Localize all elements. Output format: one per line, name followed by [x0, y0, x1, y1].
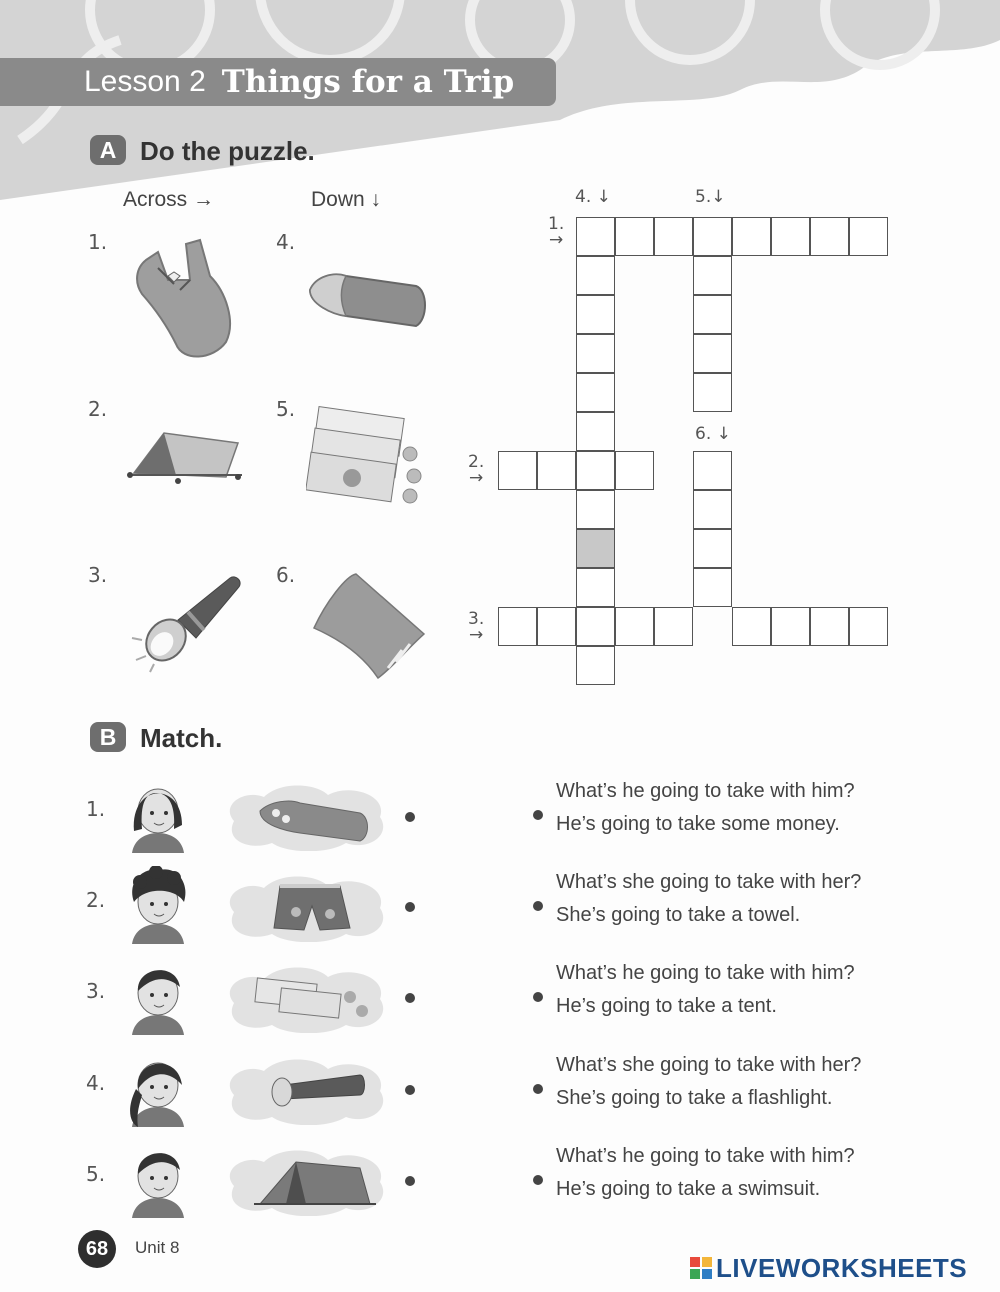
flashlight-icon: [220, 1055, 390, 1125]
clue-5-down-label: 5.↓: [695, 187, 726, 207]
across-num-2: 2.: [88, 397, 108, 421]
crossword-cell[interactable]: [576, 568, 615, 607]
crossword-cell[interactable]: [576, 451, 615, 490]
clue-2-across-number: 2.: [468, 452, 485, 472]
match-number: 2.: [86, 888, 106, 912]
match-dot-right[interactable]: [533, 1084, 543, 1094]
clue-2-across-label: [468, 454, 484, 486]
liveworksheets-brand: [690, 1254, 967, 1282]
down-header: Down ↓: [311, 188, 382, 211]
crossword-cell[interactable]: [576, 256, 615, 295]
match-dot-left[interactable]: [405, 812, 415, 822]
crossword-cell[interactable]: [576, 334, 615, 373]
lesson-title-bar: [0, 58, 556, 106]
across-num-3: 3.: [88, 563, 108, 587]
crossword-cell[interactable]: [576, 490, 615, 529]
match-number: 5.: [86, 1162, 106, 1186]
answer-response: He’s going to take some money.: [556, 813, 840, 835]
clue-6-down-label: 6. ↓: [695, 424, 731, 444]
section-a-title: Do the puzzle.: [140, 136, 315, 166]
crossword-cell[interactable]: [693, 373, 732, 412]
liveworksheets-logo-icon: [690, 1257, 712, 1279]
crossword-cell[interactable]: [654, 217, 693, 256]
match-dot-right[interactable]: [533, 810, 543, 820]
match-number: 1.: [86, 797, 106, 821]
crossword-cell[interactable]: [576, 646, 615, 685]
crossword-cell[interactable]: [732, 607, 771, 646]
crossword-cell[interactable]: [771, 607, 810, 646]
match-dot-left[interactable]: [405, 1176, 415, 1186]
match-row: [0, 1140, 1000, 1230]
answer-response: He’s going to take a swimsuit.: [556, 1178, 821, 1200]
tent-icon: [220, 1146, 390, 1216]
tent-icon: [126, 425, 244, 489]
match-answer: [556, 957, 855, 1023]
match-dot-right[interactable]: [533, 1175, 543, 1185]
crossword-cell[interactable]: [576, 607, 615, 646]
match-answer: [556, 775, 855, 841]
swimsuit-icon: [128, 232, 243, 364]
page-number: 68: [78, 1230, 116, 1268]
match-number: 3.: [86, 979, 106, 1003]
match-answer: [556, 866, 861, 932]
match-number: 4.: [86, 1071, 106, 1095]
match-row: [0, 866, 1000, 956]
crossword-cell[interactable]: [537, 451, 576, 490]
money-icon: [220, 963, 390, 1033]
crossword-cell[interactable]: [849, 607, 888, 646]
crossword-cell[interactable]: [654, 607, 693, 646]
clue-1-across-number: 1.: [548, 214, 565, 234]
match-dot-left[interactable]: [405, 1085, 415, 1095]
crossword-cell[interactable]: [849, 217, 888, 256]
match-answer: [556, 1140, 855, 1206]
clue-1-across-arrow: →: [548, 230, 564, 250]
crossword-cell[interactable]: [693, 334, 732, 373]
crossword-cell[interactable]: [537, 607, 576, 646]
crossword-cell[interactable]: [498, 607, 537, 646]
down-num-4: 4.: [276, 230, 296, 254]
towel-icon: [306, 572, 426, 680]
match-row: [0, 775, 1000, 865]
crossword-cell[interactable]: [615, 607, 654, 646]
answer-question: What’s he going to take with him?: [556, 962, 855, 984]
match-answer: [556, 1049, 861, 1115]
answer-response: He’s going to take a tent.: [556, 995, 777, 1017]
crossword-cell[interactable]: [693, 295, 732, 334]
crossword-cell[interactable]: [615, 217, 654, 256]
crossword-cell[interactable]: [693, 451, 732, 490]
down-num-6: 6.: [276, 563, 296, 587]
clue-1-across-label: [548, 216, 564, 248]
match-row: [0, 1049, 1000, 1139]
crossword-cell[interactable]: [576, 295, 615, 334]
clue-3-across-arrow: →: [468, 625, 484, 645]
answer-question: What’s she going to take with her?: [556, 871, 862, 893]
section-a-badge: A: [90, 135, 126, 165]
match-row: [0, 957, 1000, 1047]
match-dot-left[interactable]: [405, 993, 415, 1003]
clue-2-across-arrow: →: [468, 468, 484, 488]
section-b-title: Match.: [140, 723, 223, 753]
crossword-cell[interactable]: [693, 217, 732, 256]
boy-icon: [126, 1140, 190, 1218]
across-header: Across →: [123, 188, 215, 211]
girl-icon: [126, 775, 190, 853]
crossword-cell[interactable]: [771, 217, 810, 256]
answer-response: She’s going to take a flashlight.: [556, 1087, 833, 1109]
crossword-cell[interactable]: [576, 412, 615, 451]
answer-question: What’s he going to take with him?: [556, 1145, 855, 1167]
unit-label: Unit 8: [135, 1238, 180, 1257]
crossword-cell[interactable]: [615, 451, 654, 490]
answer-question: What’s she going to take with her?: [556, 1054, 862, 1076]
down-num-5: 5.: [276, 397, 296, 421]
crossword-cell[interactable]: [810, 217, 849, 256]
across-num-1: 1.: [88, 230, 108, 254]
crossword-cell[interactable]: [576, 373, 615, 412]
match-dot-right[interactable]: [533, 992, 543, 1002]
crossword-cell[interactable]: [576, 217, 615, 256]
boy-curly-icon: [126, 866, 190, 944]
money-icon: [306, 406, 424, 506]
crossword-cell[interactable]: [693, 568, 732, 607]
clue-3-across-label: [468, 611, 484, 643]
crossword-cell[interactable]: [810, 607, 849, 646]
crossword-cell[interactable]: [576, 529, 615, 568]
girl-ponytail-icon: [126, 1049, 190, 1127]
sleeping-bag-icon: [220, 781, 390, 851]
sleeping-bag-icon: [306, 262, 428, 334]
crossword-cell[interactable]: [732, 217, 771, 256]
swim-trunks-icon: [220, 872, 390, 942]
answer-response: She’s going to take a towel.: [556, 904, 801, 926]
crossword-cell[interactable]: [693, 256, 732, 295]
match-dot-right[interactable]: [533, 901, 543, 911]
crossword-cell[interactable]: [693, 490, 732, 529]
match-dot-left[interactable]: [405, 902, 415, 912]
lesson-label: Lesson 2: [84, 65, 206, 98]
boy-icon: [126, 957, 190, 1035]
lesson-title: Things for a Trip: [221, 64, 515, 100]
brand-name: LIVEWORKSHEETS: [716, 1252, 968, 1283]
clue-4-down-label: 4. ↓: [575, 187, 611, 207]
clue-3-across-number: 3.: [468, 609, 485, 629]
crossword-cell[interactable]: [693, 529, 732, 568]
flashlight-icon: [126, 572, 246, 682]
section-b-badge: B: [90, 722, 126, 752]
crossword-cell[interactable]: [498, 451, 537, 490]
answer-question: What’s he going to take with him?: [556, 780, 855, 802]
